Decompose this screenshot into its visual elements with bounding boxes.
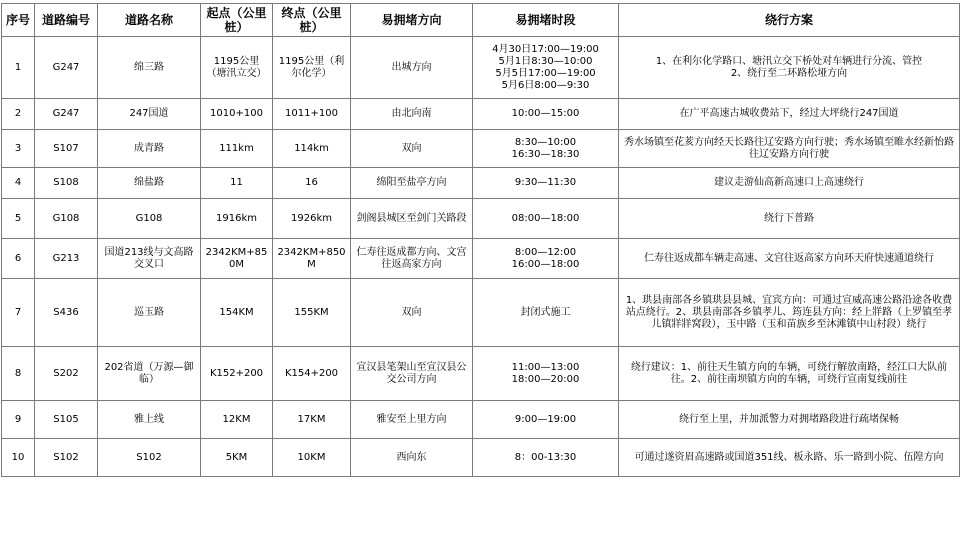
table-row [2, 130, 960, 168]
cell-no: 5 [2, 199, 35, 239]
cell-detour-plan: 绕行下普路 [619, 199, 960, 239]
table-row [2, 199, 960, 239]
cell-direction: 双向 [351, 130, 473, 168]
table-row [2, 401, 960, 439]
cell-road-code: G108 [35, 199, 98, 239]
cell-time: 9:00—19:00 [473, 401, 619, 439]
header-direction: 易拥堵方向 [351, 4, 473, 37]
cell-detour-plan: 1、在利尔化学路口、塘汛立交下桥处对车辆进行分流、管控 2、绕行至二环路松垭方向 [619, 37, 960, 99]
header-detour-plan: 绕行方案 [619, 4, 960, 37]
table-row [2, 37, 960, 99]
header-no: 序号 [2, 4, 35, 37]
cell-end: 10KM [273, 439, 351, 477]
cell-start: 2342KM+850M [201, 239, 273, 279]
cell-road-name: 绵三路 [98, 37, 201, 99]
cell-road-code: S105 [35, 401, 98, 439]
cell-road-name: 国道213线与文高路交叉口 [98, 239, 201, 279]
cell-detour-plan: 仁寿往返成都车辆走高速、文宫往返高家方向环天府快速通道绕行 [619, 239, 960, 279]
cell-direction: 双向 [351, 279, 473, 347]
cell-detour-plan: 建议走游仙高新高速口上高速绕行 [619, 168, 960, 199]
cell-road-code: S108 [35, 168, 98, 199]
cell-start: 1010+100 [201, 99, 273, 130]
cell-start: 5KM [201, 439, 273, 477]
header-start: 起点（公里桩） [201, 4, 273, 37]
cell-time: 8：00-13:30 [473, 439, 619, 477]
cell-time: 11:00—13:00 18:00—20:00 [473, 347, 619, 401]
table-row [2, 99, 960, 130]
table-row [2, 439, 960, 477]
cell-start: 154KM [201, 279, 273, 347]
cell-end: 1011+100 [273, 99, 351, 130]
cell-road-name: 247国道 [98, 99, 201, 130]
cell-direction: 西向东 [351, 439, 473, 477]
cell-direction: 剑阁县城区至剑门关路段 [351, 199, 473, 239]
cell-road-name: 巡玉路 [98, 279, 201, 347]
cell-no: 2 [2, 99, 35, 130]
header-time: 易拥堵时段 [473, 4, 619, 37]
cell-direction: 宣汉县笔架山至宣汉县公交公司方向 [351, 347, 473, 401]
header-end: 终点（公里桩） [273, 4, 351, 37]
cell-road-name: S102 [98, 439, 201, 477]
table-row [2, 168, 960, 199]
cell-time: 8:30—10:00 16:30—18:30 [473, 130, 619, 168]
cell-detour-plan: 绕行建议：1、前往天生镇方向的车辆，可绕行解放南路，经江口大队前往。2、前往南坝镇方向的车辆，可绕行宣南复线前往 [619, 347, 960, 401]
congestion-table [1, 3, 960, 477]
cell-end: 16 [273, 168, 351, 199]
cell-end: 2342KM+850M [273, 239, 351, 279]
cell-detour-plan: 1、珙县南部各乡镇珙县县城、宜宾方向：可通过宣威高速公路沿途各收费站点绕行。2、珙县南部各乡镇孝儿、筠连县方向：经上牂路（上罗镇至孝儿镇牂牂窝段），玉中路（玉和苗族乡至沐滩镇中山村段）绕行 [619, 279, 960, 347]
cell-end: 1926km [273, 199, 351, 239]
header-road-code: 道路编号 [35, 4, 98, 37]
cell-road-name: 成青路 [98, 130, 201, 168]
cell-end: K154+200 [273, 347, 351, 401]
cell-detour-plan: 在广平高速古城收费站下，经过大坪绕行247国道 [619, 99, 960, 130]
cell-detour-plan: 秀水场镇至花荄方向经天长路往辽安路方向行驶；秀水场镇至睢水经新怡路往辽安路方向行驶 [619, 130, 960, 168]
cell-detour-plan: 可通过遂资眉高速路或国道351线、板永路、乐一路到小院、伍隍方向 [619, 439, 960, 477]
header-row [2, 4, 960, 37]
header-road-name: 道路名称 [98, 4, 201, 37]
cell-time: 封闭式施工 [473, 279, 619, 347]
cell-end: 155KM [273, 279, 351, 347]
cell-start: 11 [201, 168, 273, 199]
cell-road-code: G247 [35, 37, 98, 99]
cell-time: 4月30日17:00—19:00 5月1日8:30—10:00 5月5日17:00—19:00 5月6日8:00—9:30 [473, 37, 619, 99]
cell-start: K152+200 [201, 347, 273, 401]
table-row [2, 279, 960, 347]
cell-no: 1 [2, 37, 35, 99]
cell-direction: 雅安至上里方向 [351, 401, 473, 439]
cell-start: 111km [201, 130, 273, 168]
cell-end: 17KM [273, 401, 351, 439]
cell-time: 9:30—11:30 [473, 168, 619, 199]
cell-time: 08:00—18:00 [473, 199, 619, 239]
cell-direction: 绵阳至盐亭方向 [351, 168, 473, 199]
cell-road-name: 202省道（万源—御临） [98, 347, 201, 401]
cell-direction: 出城方向 [351, 37, 473, 99]
cell-road-name: 雅上线 [98, 401, 201, 439]
cell-end: 114km [273, 130, 351, 168]
cell-road-name: 绵盐路 [98, 168, 201, 199]
table-row [2, 347, 960, 401]
cell-road-code: G247 [35, 99, 98, 130]
cell-no: 7 [2, 279, 35, 347]
cell-start: 1916km [201, 199, 273, 239]
cell-road-code: S202 [35, 347, 98, 401]
cell-direction: 由北向南 [351, 99, 473, 130]
cell-no: 10 [2, 439, 35, 477]
cell-start: 12KM [201, 401, 273, 439]
cell-no: 4 [2, 168, 35, 199]
cell-road-code: S107 [35, 130, 98, 168]
cell-road-code: S102 [35, 439, 98, 477]
table-row [2, 239, 960, 279]
cell-no: 6 [2, 239, 35, 279]
cell-time: 10:00—15:00 [473, 99, 619, 130]
cell-detour-plan: 绕行至上里，并加派警力对拥堵路段进行疏堵保畅 [619, 401, 960, 439]
cell-no: 3 [2, 130, 35, 168]
cell-start: 1195公里（塘汛立交） [201, 37, 273, 99]
cell-road-name: G108 [98, 199, 201, 239]
cell-road-code: S436 [35, 279, 98, 347]
cell-time: 8:00—12:00 16:00—18:00 [473, 239, 619, 279]
cell-end: 1195公里（利尔化学） [273, 37, 351, 99]
cell-no: 8 [2, 347, 35, 401]
cell-road-code: G213 [35, 239, 98, 279]
cell-direction: 仁寿往返成都方向、文宫往返高家方向 [351, 239, 473, 279]
cell-no: 9 [2, 401, 35, 439]
